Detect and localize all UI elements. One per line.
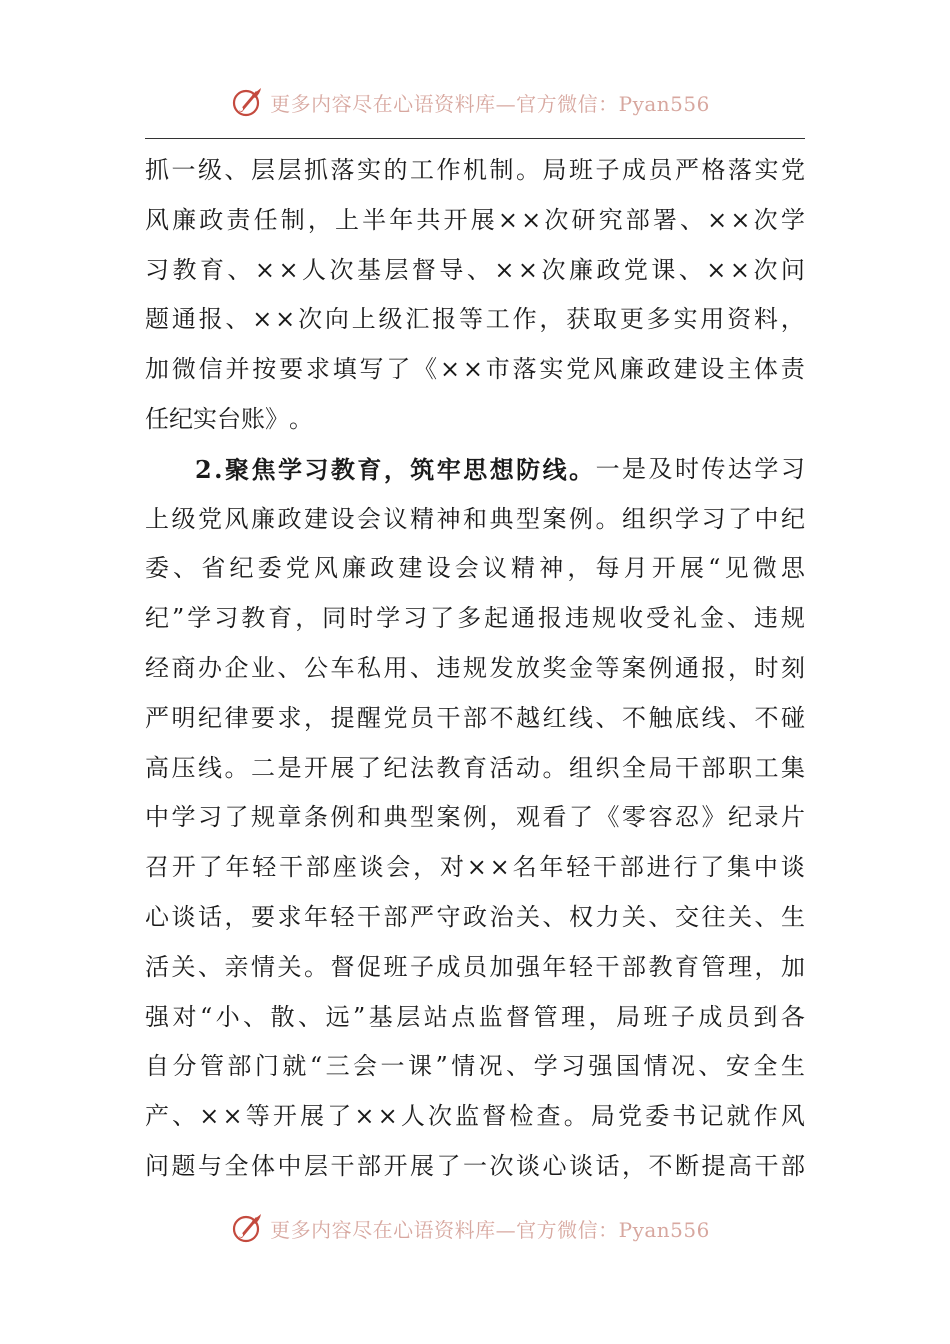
header-watermark-inner — [230, 85, 710, 119]
body-line: 题 通 报 、 × × 次 向 上 级 汇 报 等 工 作 ， 获 取 更 多 实 用 资 料 ， — [145, 305, 805, 334]
footer-watermark-text: 更多内容尽在心语资料库—官方微信：Pyan556 — [270, 1217, 710, 1242]
body-line: 风 廉 政 责 任 制 ， 上 半 年 共 开 展 × × 次 研 究 部 署 、 × × 次 学 — [145, 205, 805, 234]
body-line: 召 开 了 年 轻 干 部 座 谈 会 ， 对 × × 名 年 轻 干 部 进 行 了 集 中 谈 — [145, 853, 805, 882]
header-watermark — [0, 80, 950, 124]
body-line: 经 商 办 企 业 、 公 车 私 用 、 违 规 发 放 奖 金 等 案 例 通 报 ， 时 刻 — [145, 653, 805, 682]
body-line: 习 教 育 、 × × 人 次 基 层 督 导 、 × × 次 廉 政 党 课 、 × × 次 问 — [145, 255, 805, 284]
body-line: 中 学 习 了 规 章 条 例 和 典 型 案 例 ， 观 看 了 《 零 容 忍 》 纪 录 片 — [145, 803, 805, 832]
body-line: 纪 ” 学 习 教 育 ， 同 时 学 习 了 多 起 通 报 违 规 收 受 礼 金 、 违 规 — [145, 604, 805, 633]
body-line: 委 、 省 纪 委 党 风 廉 政 建 设 会 议 精 神 ， 每 月 开 展 “ 见 微 思 — [145, 554, 805, 583]
footer-watermark — [0, 1206, 950, 1250]
header-divider — [145, 138, 805, 139]
body-line: 上 级 党 风 廉 政 建 设 会 议 精 神 和 典 型 案 例 。 组 织 学 习 了 中 纪 — [145, 504, 805, 533]
body-line: 高 压 线 。 二 是 开 展 了 纪 法 教 育 活 动 。 组 织 全 局 干 部 职 工 集 — [145, 753, 805, 782]
body-line: 心 谈 话 ， 要 求 年 轻 干 部 严 守 政 治 关 、 权 力 关 、 交 往 关 、 生 — [145, 902, 805, 931]
body-line: 加 微 信 并 按 要 求 填 写 了 《 × × 市 落 实 党 风 廉 政 建 设 主 体 责 — [145, 355, 805, 384]
footer-watermark-inner — [230, 1211, 710, 1245]
body-line: 活 关 、 亲 情 关 。 督 促 班 子 成 员 加 强 年 轻 干 部 教 育 管 理 ， 加 — [145, 952, 805, 981]
body-line: 强 对 “ 小 、 散 、 远 ” 基 层 站 点 监 督 管 理 ， 局 班 子 成 员 到 各 — [145, 1002, 805, 1031]
body-line: 抓 一 级 、 层 层 抓 落 实 的 工 作 机 制 。 局 班 子 成 员 严 格 落 实 党 — [145, 156, 805, 184]
body-line: 自 分 管 部 门 就 “ 三 会 一 课 ” 情 况 、 学 习 强 国 情 况 、 安 全 生 — [145, 1052, 805, 1081]
body-line: 任 纪 实 台 账 》 。 — [145, 404, 313, 433]
header-watermark-text: 更多内容尽在心语资料库—官方微信：Pyan556 — [270, 91, 710, 116]
body-line: 问 题 与 全 体 中 层 干 部 开 展 了 一 次 谈 心 谈 话 ， 不 断 提 高 干 部 — [145, 1151, 805, 1180]
body-line: 严 明 纪 律 要 求 ， 提 醒 党 员 干 部 不 越 红 线 、 不 触 底 线 、 不 碰 — [145, 703, 805, 732]
document-body — [145, 146, 805, 1192]
body-line: 2 . 聚 焦 学 习 教 育 ， 筑 牢 思 想 防 线 。 一 是 及 时 传 达 学 习 — [195, 454, 805, 484]
body-line: 产 、 × × 等 开 展 了 × × 人 次 监 督 检 查 。 局 党 委 书 记 就 作 风 — [145, 1102, 805, 1131]
quill-circle-logo-icon — [230, 85, 264, 119]
quill-circle-logo-icon — [230, 1211, 264, 1245]
